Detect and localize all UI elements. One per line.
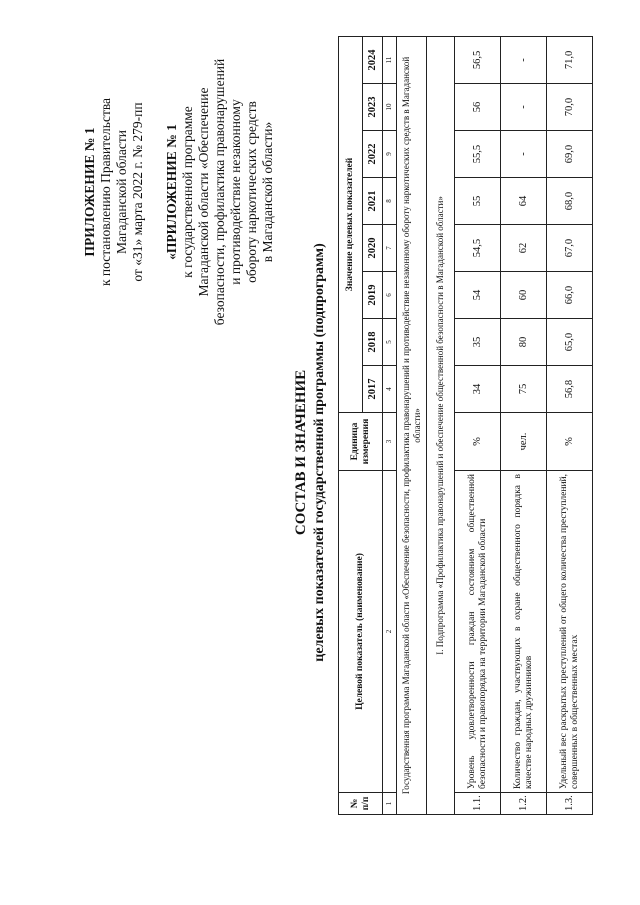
- header-year: 2023: [363, 84, 383, 131]
- appendix-header-spacer: [146, 27, 164, 357]
- indicators-table: [338, 36, 593, 815]
- row-indicator: Количество граждан, участвующих в охране общественного порядка в качестве народных дружинников: [501, 471, 547, 793]
- row-value: -: [501, 36, 547, 83]
- row-value: 69,0: [547, 131, 593, 178]
- document-subtitle: целевых показателей государственной программы (подпрограмм): [312, 243, 327, 662]
- row-num: 1.2.: [501, 793, 547, 815]
- appendix-header-line: к государственной программе: [180, 106, 195, 278]
- row-value: 70,0: [547, 84, 593, 131]
- row-value: 54,5: [455, 225, 501, 272]
- row-value: 75: [501, 366, 547, 413]
- appendix-header-line: Магаданской области «Обеспечение: [196, 87, 211, 297]
- header-unit: Единица измерения: [339, 413, 383, 471]
- appendix-header: [82, 27, 276, 357]
- subprogram-row: [427, 36, 455, 814]
- row-value: 55: [455, 178, 501, 225]
- column-number-row: [383, 36, 397, 814]
- appendix-header-line: обороту наркотических средств: [244, 101, 259, 283]
- appendix-header-line: безопасности, профилактика правонарушений: [212, 58, 227, 326]
- row-indicator: Удельный вес раскрытых преступлений от общего количества преступлений, совершенных в общественных местах: [547, 471, 593, 793]
- table-row: [455, 36, 501, 814]
- row-num: 1.3.: [547, 793, 593, 815]
- appendix-header-line: в Магаданской области»: [260, 121, 275, 263]
- column-number: 5: [383, 319, 397, 366]
- column-number: 10: [383, 84, 397, 131]
- row-value: 56: [455, 84, 501, 131]
- column-number: 9: [383, 131, 397, 178]
- row-value: 62: [501, 225, 547, 272]
- header-values: Значение целевых показателей: [339, 36, 363, 412]
- header-year: 2018: [363, 319, 383, 366]
- row-value: 34: [455, 366, 501, 413]
- appendix-header-line: и противодействие незаконному: [228, 99, 243, 285]
- header-year: 2017: [363, 366, 383, 413]
- subprogram-title: I. Подпрограмма «Профилактика правонарушений и обеспечение общественной безопасности в Магаданской области»: [427, 36, 455, 814]
- row-value: 66,0: [547, 272, 593, 319]
- table-row: [547, 36, 593, 814]
- program-title: Государственная программа Магаданской области «Обеспечение безопасности, профилактика правонарушений и противодействие незаконному обороту наркотических средств в Магаданской области»: [397, 36, 427, 814]
- row-value: 64: [501, 178, 547, 225]
- row-value: 60: [501, 272, 547, 319]
- document-title: СОСТАВ И ЗНАЧЕНИЕ: [293, 369, 309, 536]
- row-indicator: Уровень удовлетворенности граждан состоянием общественной безопасности и правопорядка на территории Магаданской области: [455, 471, 501, 793]
- column-number: 7: [383, 225, 397, 272]
- row-value: 56,8: [547, 366, 593, 413]
- header-indicator: Целевой показатель (наименование): [339, 471, 383, 793]
- row-unit: %: [547, 413, 593, 471]
- appendix-header-line: к постановлению Правительства: [98, 97, 113, 287]
- column-number: 6: [383, 272, 397, 319]
- header-year: 2022: [363, 131, 383, 178]
- appendix-header-line: ПРИЛОЖЕНИЕ № 1: [82, 127, 97, 257]
- row-value: 65,0: [547, 319, 593, 366]
- appendix-header-line: «ПРИЛОЖЕНИЕ № 1: [164, 124, 179, 260]
- row-value: 71,0: [547, 36, 593, 83]
- column-number: 2: [383, 471, 397, 793]
- header-num: № п/п: [339, 793, 383, 815]
- column-number: 1: [383, 793, 397, 815]
- row-unit: чел.: [501, 413, 547, 471]
- row-value: 56,5: [455, 36, 501, 83]
- header-year: 2024: [363, 36, 383, 83]
- row-value: 80: [501, 319, 547, 366]
- column-number: 11: [383, 36, 397, 83]
- row-value: 54: [455, 272, 501, 319]
- table-row: [501, 36, 547, 814]
- row-unit: %: [455, 413, 501, 471]
- header-year: 2021: [363, 178, 383, 225]
- row-value: -: [501, 84, 547, 131]
- row-value: 67,0: [547, 225, 593, 272]
- appendix-header-line: от «31» марта 2022 г. № 279-пп: [130, 102, 145, 282]
- column-number: 4: [383, 366, 397, 413]
- appendix-header-line: Магаданской области: [114, 130, 129, 254]
- row-value: 68,0: [547, 178, 593, 225]
- row-value: 35: [455, 319, 501, 366]
- program-row: [397, 36, 427, 814]
- row-num: 1.1.: [455, 793, 501, 815]
- column-number: 3: [383, 413, 397, 471]
- column-number: 8: [383, 178, 397, 225]
- header-year: 2020: [363, 225, 383, 272]
- row-value: 55,5: [455, 131, 501, 178]
- row-value: -: [501, 131, 547, 178]
- header-year: 2019: [363, 272, 383, 319]
